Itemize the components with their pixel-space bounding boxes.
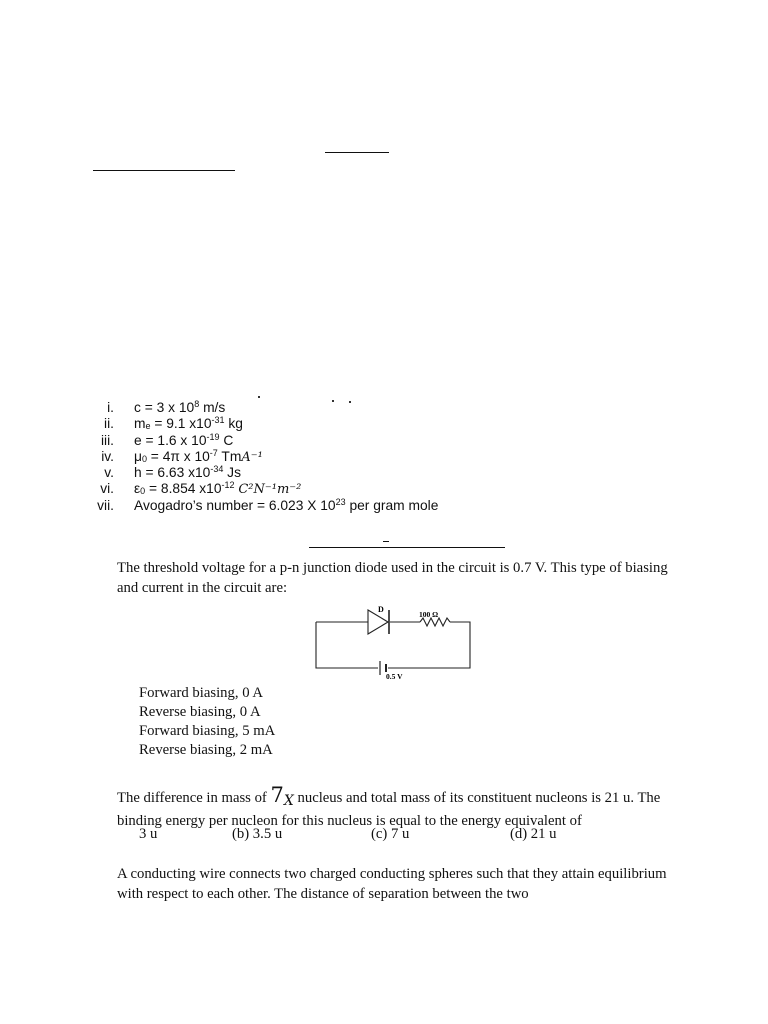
list-numeral: v. [104,465,114,481]
constant-row [80,449,600,465]
option-d: Reverse biasing, 2 mA [139,742,273,758]
constant-text: Avogadro’s number = 6.023 X $10^{23}$ per gram mole [134,496,439,513]
resistor-symbol [420,618,450,626]
option-b: Reverse biasing, 0 A [139,704,261,720]
mass-number: 7 [270,783,284,807]
option-d: (d) 21 u [510,826,557,842]
list-numeral: iv. [101,448,114,464]
list-numeral: iii. [100,432,114,448]
diode-label: D [378,605,384,614]
nucleus-symbol: X [283,793,294,809]
heading-underline-center [325,152,389,153]
option-a: 3 u [139,826,158,842]
list-numeral: vi. [100,481,114,497]
list-numeral: vii. [97,497,114,513]
constant-text: $\mu_0 = 4\pi$ x $10^{-7}$ TmA⁻¹ [134,447,263,465]
question-2-text: The difference in mass of 7X nucleus and total mass of its constituent nucleons is 21 u. The binding energy per nucleon for this nucleus is equal to the energy equivalent of [117,783,661,829]
list-numeral: i. [107,400,114,415]
question-1-options [139,684,275,760]
constant-row [80,416,600,432]
option-b: (b) 3.5 u [232,826,283,842]
scan-speck [258,396,260,398]
constant-row [80,481,600,497]
circuit-wire [388,622,470,668]
option-a: Forward biasing, 0 A [139,685,264,701]
constant-text: e = 1.6 x $10^{-19}$ C [134,431,234,448]
question-3-text: A conducting wire connects two charged conducting spheres such that they attain equilibrium with respect to each other. The distance of separation between the two [117,866,667,902]
physical-constants-list [80,400,600,514]
constant-text: c = 3 x $10^8$ m/s [134,399,226,415]
option-c: Forward biasing, 5 mA [139,723,276,739]
diode-circuit-diagram [312,598,482,684]
list-numeral: ii. [104,416,114,432]
section-heading-underline [309,547,505,548]
constant-row [80,465,600,481]
constant-row [80,498,600,514]
constant-text: h = 6.63 $x10^{-34}$ Js [134,464,241,481]
constant-text: $m_e = 9.1$ $x10^{-31}$ kg [134,415,243,432]
option-c: (c) 7 u [371,826,410,842]
constant-row [80,433,600,449]
constant-row [80,400,600,416]
question-1-text: The threshold voltage for a p-n junction diode used in the circuit is 0.7 V. This type of biasing and current in the circuit are: [117,560,668,596]
battery-label: 0.5 V [386,672,403,681]
heading-underline-left [93,170,235,171]
heading-dash [383,541,389,542]
constant-text: $\varepsilon_0 = 8.854$ $x10^{-12}$ C²N⁻¹m⁻² [134,480,302,498]
resistor-label: 100 Ω [419,610,439,619]
